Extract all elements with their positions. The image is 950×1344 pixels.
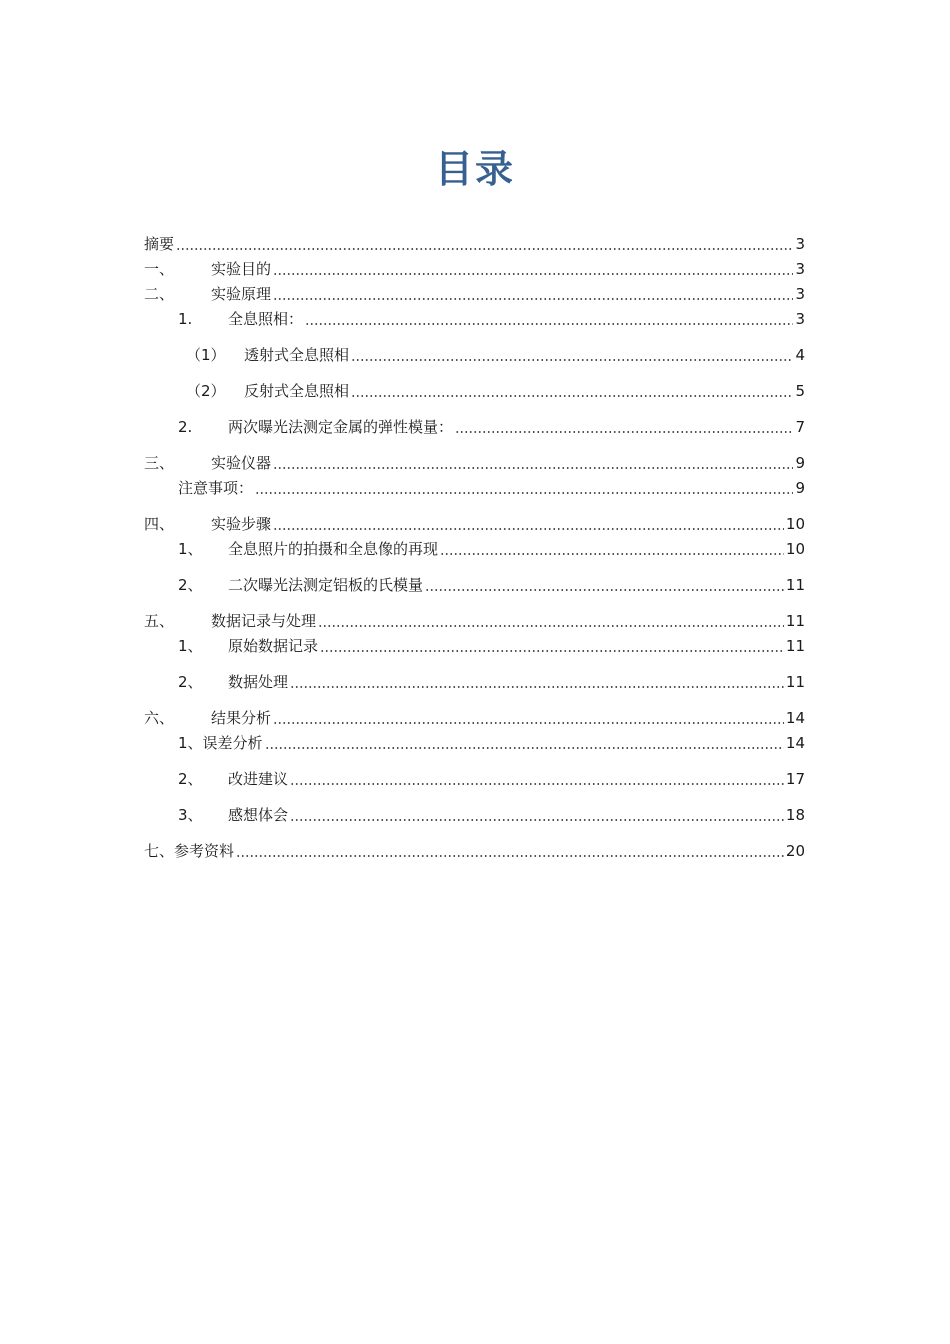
toc-entry-number: 2、 <box>178 576 203 594</box>
dot-leader <box>320 636 784 656</box>
toc-entry-label: 数据处理 <box>228 673 289 691</box>
toc-entry-label: 二次曝光法测定铝板的氏模量 <box>228 576 424 594</box>
toc-entry-number: 四、 <box>144 515 175 533</box>
toc-entry-number: 1、 <box>178 637 203 655</box>
toc-entry-label: 反射式全息照相 <box>244 382 350 400</box>
dot-leader <box>265 733 784 753</box>
toc-entry-page: 10 <box>785 515 805 533</box>
toc-entry-reflections[interactable] <box>178 805 805 825</box>
toc-entry-page: 14 <box>785 709 805 727</box>
toc-entry-label: 七、参考资料 <box>144 842 235 860</box>
toc-entry-transmission-holography[interactable] <box>186 345 805 365</box>
toc-entry-number: 3、 <box>178 806 203 824</box>
toc-entry-label: 两次曝光法测定金属的弹性模量： <box>228 418 454 436</box>
toc-entry-page: 11 <box>785 637 805 655</box>
toc-entry-label: 实验原理 <box>211 285 272 303</box>
toc-entry-instruments[interactable] <box>144 453 805 473</box>
dot-leader <box>351 381 793 401</box>
toc-entry-page: 9 <box>795 454 805 472</box>
toc-entry-double-exposure[interactable] <box>178 417 805 437</box>
toc-entry-page: 14 <box>785 734 805 752</box>
toc-entry-label: 改进建议 <box>228 770 289 788</box>
dot-leader <box>351 345 793 365</box>
dot-leader <box>273 708 784 728</box>
dot-leader <box>255 478 793 498</box>
toc-entry-label: 全息照片的拍摄和全息像的再现 <box>228 540 439 558</box>
toc-entry-page: 10 <box>785 540 805 558</box>
toc-entry-data-processing[interactable] <box>178 672 805 692</box>
dot-leader <box>273 514 784 534</box>
toc-entry-label: 结果分析 <box>211 709 272 727</box>
toc-entry-page: 20 <box>785 842 805 860</box>
toc-entry-page: 11 <box>785 576 805 594</box>
toc-entry-number: 一、 <box>144 260 175 278</box>
dot-leader <box>455 417 793 437</box>
toc-entry-suggestions[interactable] <box>178 769 805 789</box>
toc-entry-objective[interactable] <box>144 259 805 279</box>
toc-entry-page: 11 <box>785 673 805 691</box>
toc-entry-number: 2、 <box>178 673 203 691</box>
toc-entry-number: 五、 <box>144 612 175 630</box>
toc-entry-abstract[interactable] <box>144 234 805 254</box>
toc-entry-page: 4 <box>795 346 805 364</box>
toc-entry-number: 三、 <box>144 454 175 472</box>
toc-entry-label: 数据记录与处理 <box>211 612 317 630</box>
toc-entry-label: 全息照相： <box>228 310 304 328</box>
toc-entry-number: （1） <box>186 346 226 364</box>
toc-entry-label: 摘要 <box>144 235 175 253</box>
dot-leader <box>290 769 784 789</box>
dot-leader <box>273 284 793 304</box>
toc-title: 目录 <box>434 147 515 191</box>
dot-leader <box>305 309 793 329</box>
toc-entry-number: 2、 <box>178 770 203 788</box>
toc-entry-number: 1、 <box>178 540 203 558</box>
toc-entry-raw-data[interactable] <box>178 636 805 656</box>
dot-leader <box>273 453 793 473</box>
toc-entry-number: 2. <box>178 418 193 436</box>
toc-entry-notes[interactable] <box>178 478 805 498</box>
toc-entry-reflection-holography[interactable] <box>186 381 805 401</box>
dot-leader <box>440 539 784 559</box>
toc-entry-number: 1. <box>178 310 193 328</box>
toc-entry-label: 实验仪器 <box>211 454 272 472</box>
toc-entry-number: 六、 <box>144 709 175 727</box>
toc-entry-label: 原始数据记录 <box>228 637 319 655</box>
toc-entry-page: 3 <box>795 285 805 303</box>
toc-entry-page: 7 <box>795 418 805 436</box>
toc-entry-analysis[interactable] <box>144 708 805 728</box>
toc-entry-page: 9 <box>795 479 805 497</box>
toc-entry-number: 二、 <box>144 285 175 303</box>
toc-entry-label: 实验目的 <box>211 260 272 278</box>
toc-entry-label: 实验步骤 <box>211 515 272 533</box>
toc-entry-principle[interactable] <box>144 284 805 304</box>
toc-entry-number: （2） <box>186 382 226 400</box>
toc-entry-holography[interactable] <box>178 309 805 329</box>
toc-entry-page: 17 <box>785 770 805 788</box>
dot-leader <box>318 611 784 631</box>
toc-entry-references[interactable] <box>144 841 805 861</box>
toc-entry-label: 感想体会 <box>228 806 289 824</box>
toc-entry-data[interactable] <box>144 611 805 631</box>
toc-entry-procedure[interactable] <box>144 514 805 534</box>
dot-leader <box>425 575 784 595</box>
toc-entry-page: 3 <box>795 310 805 328</box>
dot-leader <box>236 841 784 861</box>
dot-leader <box>290 672 784 692</box>
toc-entry-label: 注意事项： <box>178 479 254 497</box>
dot-leader <box>176 234 793 254</box>
toc-entry-page: 5 <box>795 382 805 400</box>
toc-entry-label: 透射式全息照相 <box>244 346 350 364</box>
toc-entry-label: 1、误差分析 <box>178 734 263 752</box>
toc-entry-page: 3 <box>795 260 805 278</box>
toc-entry-hologram-recording[interactable] <box>178 539 805 559</box>
toc-entry-error-analysis[interactable] <box>178 733 805 753</box>
toc-entry-aluminum-modulus[interactable] <box>178 575 805 595</box>
toc-entry-page: 18 <box>785 806 805 824</box>
toc-entry-page: 11 <box>785 612 805 630</box>
toc-entry-page: 3 <box>795 235 805 253</box>
dot-leader <box>273 259 793 279</box>
dot-leader <box>290 805 784 825</box>
